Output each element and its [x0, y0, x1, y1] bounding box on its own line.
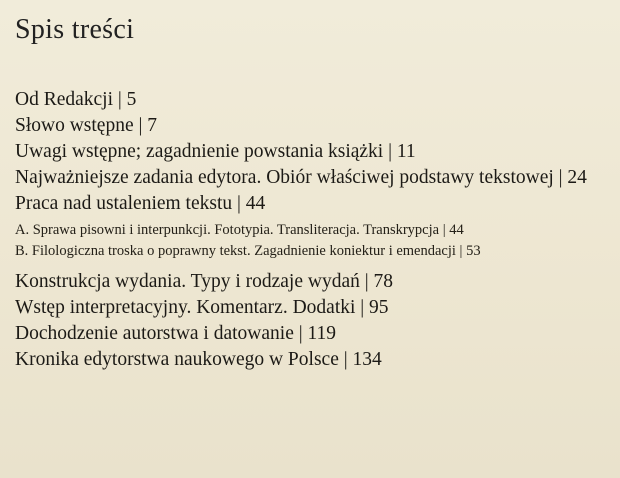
toc-subentry-b: B. Filologiczna troska o poprawny tekst. Zagadnienie koniektur i emendacji | 53	[15, 243, 481, 259]
toc-entry-wstep-interpretacyjny: Wstęp interpretacyjny. Komentarz. Dodatki | 95	[15, 297, 389, 318]
toc-entry-dochodzenie-autorstwa: Dochodzenie autorstwa i datowanie | 119	[15, 323, 337, 344]
toc-entry-praca-nad-tekstem: Praca nad ustaleniem tekstu | 44	[15, 193, 266, 214]
table-of-contents	[15, 87, 610, 373]
page-title: Spis treści	[15, 14, 135, 45]
section-gap	[15, 261, 610, 269]
toc-entry-uwagi-wstepne: Uwagi wstępne; zagadnienie powstania książki | 11	[15, 141, 416, 162]
toc-entry-zadania-edytora: Najważniejsze zadania edytora. Obiór właściwej podstawy tekstowej | 24	[15, 167, 587, 188]
toc-entry-slowo-wstepne: Słowo wstępne | 7	[15, 115, 158, 136]
toc-entry-od-redakcji: Od Redakcji | 5	[15, 89, 137, 110]
toc-entry-konstrukcja-wydania: Konstrukcja wydania. Typy i rodzaje wydań | 78	[15, 271, 394, 292]
toc-subentry-a: A. Sprawa pisowni i interpunkcji. Fototypia. Transliteracja. Transkrypcja | 44	[15, 222, 464, 238]
toc-entry-kronika-edytorstwa: Kronika edytorstwa naukowego w Polsce | 134	[15, 349, 382, 370]
